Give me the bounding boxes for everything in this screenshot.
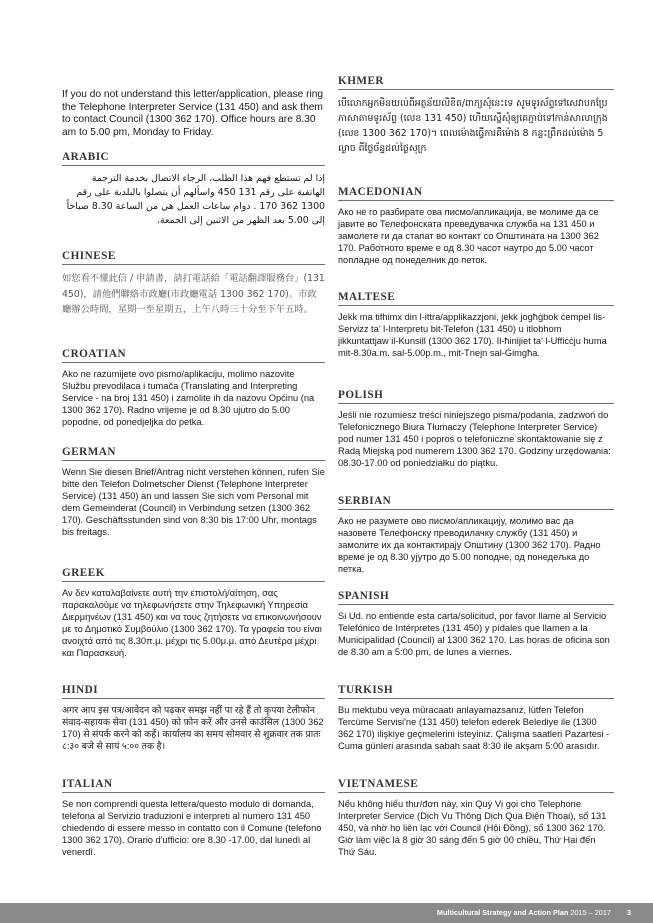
footer-document-title: Multicultural Strategy and Action Plan bbox=[436, 908, 569, 917]
section-italian bbox=[62, 778, 325, 859]
section-body: Jekk ma tifhimx din l-ittra/applikazzjoni, jekk jogħġbok ċempel lis-Servizz ta' l-Interpretu bit-Telefon (131 450) u itlobhom jikkuntattjaw il-Kunsill (1300 362 170). Il-ħinijiet ta' l-Uffiċċju huma mit-8.30a.m. sal-5.00p.m., mit-Tnejn sal-Ġimgħa. bbox=[338, 312, 607, 358]
footer-years: 2015 – 2017 bbox=[570, 908, 611, 917]
section-heading: GERMAN bbox=[62, 446, 325, 461]
section-heading: TURKISH bbox=[338, 684, 614, 699]
section-body: Ako ne razumijete ovo pismo/aplikaciju, molimo nazovite Službu prevodilaca i tumača (Translating and Interpreting Service - na broj 131 450) i zamolite ih da nazovu Općinu (na 1300 362 170). Radno vrijeme je od 8.30 ujutro do 5.00 popodne, od ponedjeljka do petka. bbox=[62, 369, 315, 427]
section-heading: CHINESE bbox=[62, 250, 325, 265]
page-footer bbox=[0, 903, 653, 923]
section-body: Ако не го разбирате ова писмо/апликација, ве молиме да се јавите во Телефонската преведувачка служба на 131 450 и замолете ги да стапат во контакт со Општината на 1300 362 170. Работното време е од 8.30 часот наутро до 5.00 часот попладне од понеделник до петок. bbox=[338, 207, 599, 265]
section-german bbox=[62, 446, 325, 538]
section-body: Αν δεν καταλαβαίνετε αυτή την επιστολή/αίτηση, σας παρακαλούμε να τηλεφωνήσετε στην Τηλεφωνική Υπηρεσία Διερμηνέων (131 450) και να τους ζητήσετε να επικοινωνήσουν με το Δημοτικό Συμβούλιο (1300 362 170). Τα γραφεία του είναι ανοιχτά από τις 8.30π.μ. μέχρι τις 5.00μ.μ. από Δευτέρα μέχρι και Παρασκευή. bbox=[62, 588, 322, 658]
section-turkish bbox=[338, 684, 614, 753]
section-heading: KHMER bbox=[338, 75, 614, 90]
section-heading: POLISH bbox=[338, 389, 614, 404]
section-body: Bu mektubu veya müracaatı anlayamazsanız, lütfen Telefon Tercüme Servisi'ne (131 450) telefon ederek Belediye ile (1300 362 170) ilişkiye geçmelerini isteyiniz. Çalışma saatleri Pazartesi - Cuma günleri arasında sabah saat 8:30 ile akşam 5:00 arasıdır. bbox=[338, 705, 610, 751]
section-body: إذا لم تستطع فهم هذا الطلب، الرجاء الاتصال بخدمة الترجمة الهاتفية على رقم 131 450 واسألهم أن يتصلوا بالبلدية على رقم 1300 362 170 . دوام ساعات العمل هي من الساعة 8.30 صباحاً إلى 5.00 بعد الظهر من الاثنين إلى الجمعة. bbox=[66, 173, 325, 226]
intro-paragraph: If you do not understand this letter/application, please ring the Telephone Interpreter Service (131 450) and ask them to contact Council (1300 362 170). Office hours are 8.30 am to 5.00 pm, Monday to Friday. bbox=[62, 89, 324, 138]
section-heading: ARABIC bbox=[62, 151, 325, 166]
section-heading: ITALIAN bbox=[62, 778, 325, 793]
section-polish bbox=[338, 389, 614, 470]
section-heading: SERBIAN bbox=[338, 495, 614, 510]
section-body: Nếu không hiểu thư/đơn này, xin Quý Vị gọi cho Telephone Interpreter Service (Dịch Vụ Thông Dịch Qua Điện Thoại), số 131 450, và nhờ họ liên lạc với Council (Hội Đồng), số 1300 362 170. Giờ làm việc là 8 giờ 30 sáng đến 5 giờ 00 chiều, Thứ Hai đến Thứ Sáu. bbox=[338, 799, 607, 857]
section-khmer bbox=[338, 75, 614, 156]
section-heading: GREEK bbox=[62, 567, 325, 582]
section-serbian bbox=[338, 495, 614, 576]
section-croatian bbox=[62, 348, 325, 429]
footer-title bbox=[437, 908, 611, 917]
section-heading: HINDI bbox=[62, 684, 325, 699]
section-body: 如您看不懂此信 / 申請書，請打電話給「電話翻譯服務台」(131 450)，請他們聯絡市政廳(市政廳電話 1300 362 170)。市政廳辦公時間，星期一至星期五，上午八時三十分至下午五時。 bbox=[62, 273, 325, 315]
section-maltese bbox=[338, 291, 614, 360]
section-body: Jeśli nie rozumiesz treści niniejszego pisma/podania, zadzwoń do Telefonicznego Biura Tłumaczy (Telephone Interpreter Service) pod numer 131 450 i poproś o telefoniczne skontaktowanie się z Radą Miejską pod numerem 1300 362 170. Godziny urzędowania: 08.30-17.00 od poniedziałku do piątku. bbox=[338, 410, 611, 468]
section-spanish bbox=[338, 590, 614, 659]
section-heading: CROATIAN bbox=[62, 348, 325, 363]
section-heading: MALTESE bbox=[338, 291, 614, 306]
section-body: अगर आप इस पत्र/आवेदन को पढ़कर समझ नहीं पा रहे हैं तो कृपया टेलीफोन संवाद-सहायक सेवा (131 450) को फ़ोन करें और उनसे काउंसिल (1300 362 170) से संपर्क करने को कहें। कार्यालय का समय सोमवार से शुक्रवार तक प्रातः ८:३० बजे से सायं ५:०० तक है। bbox=[62, 705, 324, 751]
section-body: Ако не разумете ово писмо/апликацију, молимо вас да назовете Телефонску преводилачку службу (131 450) и замолите их да контактирају Општину (1300 362 170). Радно време је од 8.30 ујутро до 5.00 поподне, од понедељка до петка. bbox=[338, 516, 601, 574]
section-macedonian bbox=[338, 186, 614, 267]
section-arabic bbox=[62, 151, 325, 228]
section-body: Se non comprendi questa lettera/questo modulo di domanda, telefona al Servizio traduzioni e interpreti al numero 131 450 chiedendo di essere messo in contatto con il Comune (telefono 1300 362 170). Orario d'ufficio: ore 8.30 -17.00, dal lunedì al venerdì. bbox=[62, 799, 322, 857]
section-heading: SPANISH bbox=[338, 590, 614, 605]
section-hindi bbox=[62, 684, 325, 753]
section-heading: MACEDONIAN bbox=[338, 186, 614, 201]
section-body: Si Ud. no entiende esta carta/solicitud, por favor llame al Servicio Telefónico de Intérpretes (131 450) y pídales que llamen a la Municipalidad (Council) al 1300 362 170. Las horas de oficina son de 8.30 am a 5:00 pm, de lunes a viernes. bbox=[338, 611, 610, 657]
section-heading: VIETNAMESE bbox=[338, 778, 614, 793]
section-vietnamese bbox=[338, 778, 614, 859]
section-body: Wenn Sie diesen Brief/Antrag nicht verstehen können, rufen Sie bitte den Telefon Dolmetscher Dienst (Telephone Interpreter Service) (131 450) an und lassen Sie sich vom Personal mit dem Gemeinderat (Council) in Verbindung setzen (1300 362 170). Geschäftsstunden sind von 8:30 bis 17:00 Uhr, montags bis freitags. bbox=[62, 467, 325, 537]
section-chinese bbox=[62, 250, 325, 318]
section-greek bbox=[62, 567, 325, 659]
page-number: 3 bbox=[626, 908, 631, 917]
section-body: បើលោកអ្នកមិនយល់ពីអត្ថន័យលិខិត/ពាក្យសុំនេះទេ សូមទូរស័ព្ទទៅសេវាបកប្រែភាសាតាមទូរស័ព្ទ (លេខ 131 450) ហើយស្នើសុំឲ្យគេភ្ជាប់ទៅកាន់សាលាក្រុង (លេខ 1300 362 170)។ ពេលម៉ោងធ្វើការគឺម៉ោង 8 កន្លះព្រឹកដល់ម៉ោង 5 ល្ងាច ពីថ្ងៃច័ន្ទដល់ថ្ងៃសុក្រ bbox=[338, 98, 608, 154]
